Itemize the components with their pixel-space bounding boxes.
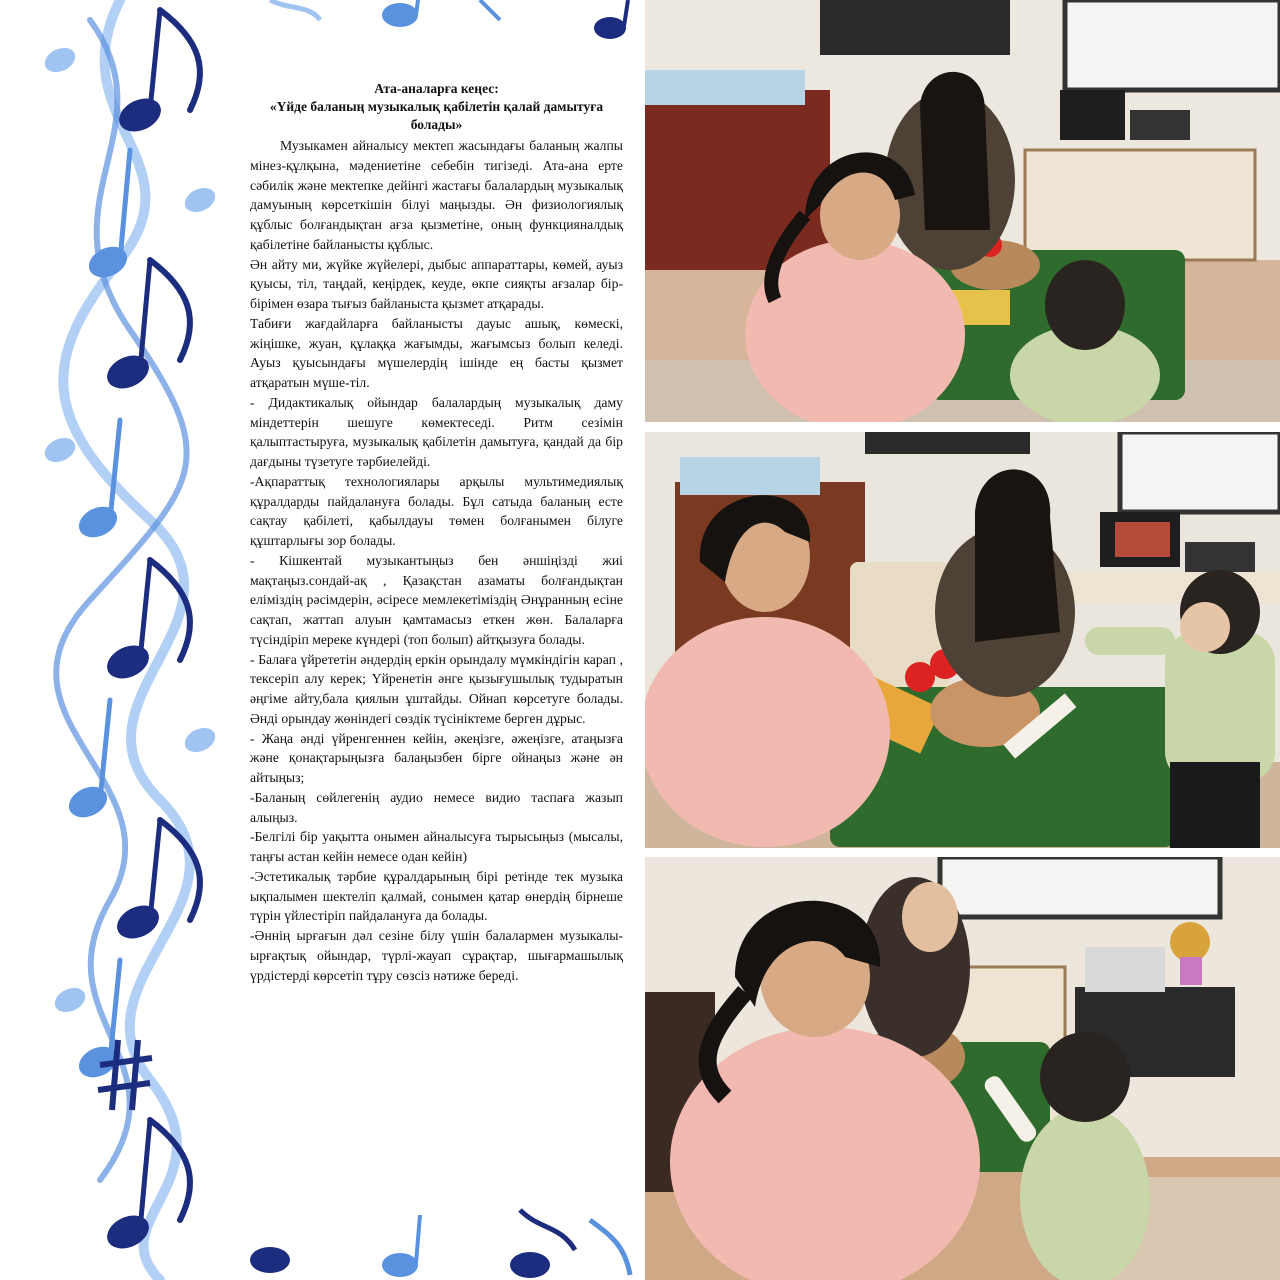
paragraph: -Баланың сөйлегенің аудио немесе видио таспаға жазып алыңыз. <box>250 789 623 825</box>
paragraph: Ән айту ми, жүйке жүйелері, дыбыс аппараттары, көмей, ауыз қуысы, тіл, таңдай, кеңірдек, кеуде, өкпе сияқты ағзалар бір-бірімен өзара тығыз байланыста қызмет атқарады. <box>250 256 623 311</box>
paragraph: Табиғи жағдайларға байланысты дауыс ашық, көмескі, жіңішке, жуан, құлаққа жағымды, жағымсыз болып келеді. Ауыз қуысындағы мүшелердің ішінде ең басты қызмет атқаратын мүше-тіл. <box>250 315 623 390</box>
paragraph: -Эстетикалық тәрбие құралдарының бірі ретінде тек музыка ықпалымен шектеліп қалмай, сонымен қатар өнердің бірнеше түрін үйлестіріп пайдалануға да болады. <box>250 868 623 924</box>
photo-lesson-1 <box>645 0 1280 422</box>
paragraph: - Дидактикалық ойындар балалардың музыкалық даму міндеттерін шешуге көмектеседі. Ритм сезімін қалыптастыруға, музыкалық қабілетін дамытуға, қандай да бір дағдыны түзетуге тәрбиелейді. <box>250 394 623 469</box>
paragraph: - Балаға үйрететін әндердің еркін орындалу мүмкіндігін карап , тексеріп алу керек; Үйренетін әнге қызығушылық тудыратын әңгіме айту,бала қиялын ұштайды. Ойнап көрсетуге болады. Әнді орындау жөніндегі сөздік түсініктеме берген дұрыс. <box>250 651 623 726</box>
article-title: Ата-аналарға кеңес: <box>374 81 499 96</box>
paragraph: - Жаңа әнді үйренгеннен кейін, әкеңізге, әжеңізге, атаңызға және қонақтарыңызға балаңызбен бірге ойнаңыз және ән айтыңыз; <box>250 730 623 785</box>
paragraph: - Кішкентай музыкантыңыз бен әншіңізді жиі мақтаңыз.сондай-ақ , Қазақстан азаматы болғандықтан еліміздің рәсімдерін, әсіресе мемлекетіміздің Әнұранның есіне сақтап, жаттап алуын қамтамасыз еткен жөн. Балаларға түсіндіріп мереке күндері (топ болып) айтқызуға болады. <box>250 552 623 647</box>
paragraph: -Әннің ырғағын дәл сезіне білу үшін балалармен музыкалы-ырғақтық ойындар, түрлі-жауап сұрақтар, шығармашылық үрдістерді көрсетіп тұру сөзсіз нәтиже береді. <box>250 928 623 983</box>
paragraph: -Белгілі бір уақытта онымен айналысуға тырысыңыз (мысалы, таңғы астан кейін немесе одан кейін) <box>250 829 623 864</box>
music-notes-icon <box>270 0 628 39</box>
article-body <box>250 136 623 985</box>
classroom-photo-icon <box>645 0 1280 422</box>
photo-lesson-2 <box>645 432 1280 848</box>
music-notes-border <box>0 0 250 1280</box>
music-notes-icon <box>250 1210 630 1278</box>
photo-lesson-3 <box>645 857 1280 1280</box>
music-notes-top <box>250 0 645 60</box>
paragraph: Музыкамен айналысу мектеп жасындағы баланың жалпы мінез-құлқына, мәдениетіне себебін тигізеді. Ата-ана ерте сәбилік және мектепке дейінгі жастағы балалардың музыкалық дамуының көрсеткішін білуі маңызды. Ән физиологиялық құблыс болғандықтан ағза қызметіне, оның функцияналдық қабілетіне байланысты құблыс. <box>250 138 623 252</box>
note-heads-icon <box>41 43 219 1255</box>
music-notes-bottom <box>230 1205 645 1280</box>
paragraph: -Ақпараттық технологиялары арқылы мультимедиялық құралдарды пайдалануға болады. Бұл сатыда баланың есте сақтау қабілеті, қабылдауы төмен болғанымен білуге құштарлығы зор болады. <box>250 473 623 548</box>
classroom-photo-icon <box>645 432 1280 848</box>
classroom-photo-icon <box>645 857 1280 1280</box>
article-subtitle: «Үйде баланың музыкалық қабілетін қалай дамытуға болады» <box>269 99 604 132</box>
parent-advice-article <box>250 80 623 1210</box>
